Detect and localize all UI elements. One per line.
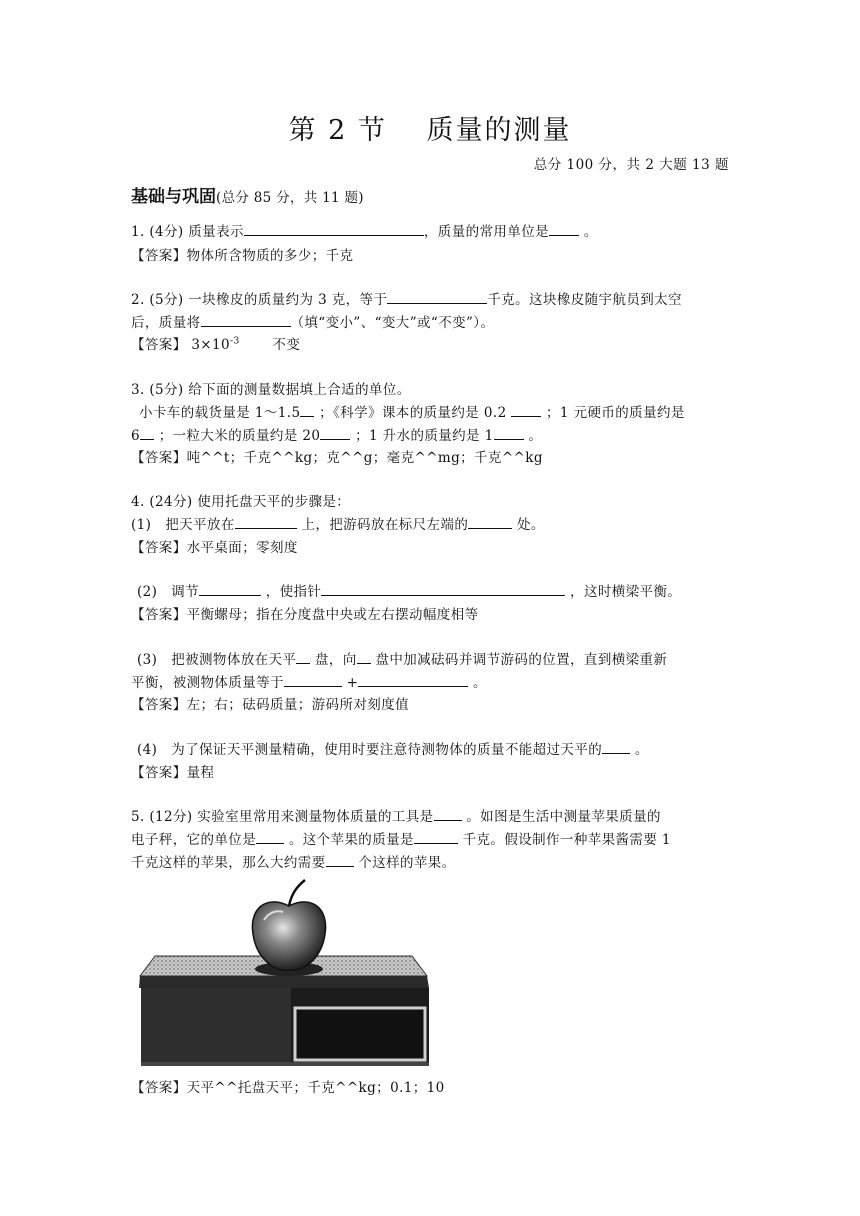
answer-text: 平衡螺母；指在分度盘中央或左右摆动幅度相等 — [186, 607, 479, 623]
question-2-line-1 — [131, 288, 682, 308]
blank — [300, 404, 314, 417]
blank — [602, 741, 630, 754]
answer-tag: 【答案】 — [131, 337, 187, 353]
q3-text-c2: ；一粒大米的质量约是 20 — [158, 428, 321, 444]
q5-text-a2: 。如图是生活中测量苹果质量的 — [466, 809, 661, 825]
q3-text-b3: ；1 元硬币的质量约是 — [545, 405, 685, 421]
answer-tag: 【答案】 — [131, 1080, 187, 1096]
q4-s3-text-c: 盘中加减砝码并调节游码的位置，直到横梁重新 — [375, 652, 668, 668]
q2-text-a: 2. (5分) 一块橡皮的质量约为 3 克，等于 — [131, 292, 388, 308]
blank — [387, 291, 487, 304]
answer-4-4 — [131, 761, 214, 781]
q2-text-b: 千克。这块橡皮随宇航员到太空 — [487, 292, 682, 308]
answer-4-2 — [131, 603, 479, 623]
q5-text-b2: 。这个苹果的质量是 — [288, 832, 414, 848]
blank — [244, 223, 424, 236]
answer-4-1 — [131, 536, 298, 556]
answer-5 — [131, 1076, 445, 1096]
answer-tag: 【答案】 — [131, 248, 187, 264]
q4-s1-text-a: (1) 把天平放在 — [131, 517, 235, 533]
answer-text: 水平桌面；零刻度 — [186, 540, 298, 556]
section-title: 基础与巩固 — [131, 187, 216, 207]
answer-text: 3×10 — [191, 337, 230, 353]
question-4-step-1 — [131, 513, 545, 533]
blank — [296, 651, 310, 664]
q4-s3-text-e: + — [346, 675, 359, 691]
blank — [414, 831, 458, 844]
question-5-line-2 — [131, 828, 671, 848]
q4-s1-text-c: 处。 — [516, 517, 545, 533]
q4-s4-text-b: 。 — [634, 742, 649, 758]
page-title: 第 2 节 质量的测量 — [288, 115, 572, 146]
blank — [357, 651, 371, 664]
answer-text: 左；右；砝码质量；游码所对刻度值 — [186, 697, 410, 713]
blank — [511, 404, 541, 417]
answer-tag: 【答案】 — [131, 765, 187, 781]
q2-text-d: （填“变小”、“变大”或“不变”）。 — [290, 315, 495, 331]
blank — [256, 831, 284, 844]
q4-s3-text-f: 。 — [473, 675, 487, 691]
question-2-line-2 — [131, 311, 494, 331]
q5-text-b1: 电子秤，它的单位是 — [131, 832, 257, 848]
blank — [549, 223, 579, 236]
answer-text: 吨^^t；千克^^kg；克^^g；毫克^^mg；千克^^kg — [186, 450, 543, 466]
question-4-heading — [131, 490, 350, 510]
q4-s3-text-a: (3) 把被测物体放在天平 — [137, 652, 297, 668]
answer-text: 量程 — [186, 765, 215, 781]
q3-text-b1: 小卡车的载货量是 1～1.5 — [139, 405, 301, 421]
answer-tag: 【答案】 — [131, 540, 187, 556]
question-4-step-4 — [137, 738, 649, 758]
question-3-line-1 — [131, 378, 411, 398]
apple-scale-figure — [137, 876, 433, 1068]
question-5-line-1 — [131, 805, 661, 825]
q4-s2-text-b: ，使指针 — [265, 584, 322, 600]
q3-text-c3: ；1 升水的质量约是 1 — [355, 428, 494, 444]
blank — [284, 674, 342, 687]
blank — [320, 427, 350, 440]
blank — [468, 516, 512, 529]
answer-tag: 【答案】 — [131, 607, 187, 623]
q3-text-b2: ；《科学》课本的质量约是 0.2 — [319, 405, 507, 421]
q4-s2-text-c: ，这时横梁平衡。 — [570, 584, 682, 600]
q3-text-a: 3. (5分) 给下面的测量数据填上合适的单位。 — [131, 382, 411, 398]
section-subtitle: (总分 85 分，共 11 题) — [216, 190, 364, 206]
question-3-line-3 — [131, 424, 542, 444]
q4-s2-text-a: (2) 调节 — [137, 584, 200, 600]
blank — [199, 583, 261, 596]
q4-s3-text-b: 盘，向 — [315, 652, 357, 668]
q1-text-b: ，质量的常用单位是 — [423, 224, 549, 240]
q3-text-c1: 6 — [131, 428, 140, 444]
question-3-line-2 — [139, 401, 685, 421]
blank — [326, 854, 354, 867]
answer-text: 天平^^托盘天平；千克^^kg；0.1；10 — [186, 1080, 445, 1096]
question-1 — [131, 220, 598, 240]
answer-exponent: -3 — [230, 336, 240, 347]
q5-text-a1: 5. (12分) 实验室里常用来测量物体质量的工具是 — [131, 809, 434, 825]
answer-3 — [131, 446, 543, 466]
answer-tag: 【答案】 — [131, 697, 187, 713]
q1-text-a: 1. (4分) 质量表示 — [131, 224, 244, 240]
section-heading — [131, 182, 364, 207]
blank — [201, 314, 291, 327]
blank — [494, 427, 524, 440]
question-5-line-3 — [131, 851, 456, 871]
answer-text: 物体所含物质的多少；千克 — [186, 248, 354, 264]
q5-text-c2: 个这样的苹果。 — [358, 855, 456, 871]
answer-text-2: 不变 — [272, 337, 301, 353]
question-4-step-3-line-1 — [137, 648, 667, 668]
question-4-step-3-line-2 — [131, 671, 487, 691]
q4-s3-text-d: 平衡，被测物体质量等于 — [131, 675, 284, 691]
q5-text-b3: 千克。假设制作一种苹果酱需要 1 — [462, 832, 671, 848]
blank — [434, 808, 462, 821]
question-4-step-2 — [137, 580, 681, 600]
q5-text-c1: 千克这样的苹果，那么大约需要 — [131, 855, 326, 871]
answer-4-3 — [131, 693, 409, 713]
score-summary: 总分 100 分，共 2 大题 13 题 — [533, 157, 729, 173]
answer-1 — [131, 244, 353, 264]
q4-s4-text-a: (4) 为了保证天平测量精确，使用时要注意待测物体的质量不能超过天平的 — [137, 742, 603, 758]
answer-tag: 【答案】 — [131, 450, 187, 466]
blank — [358, 674, 468, 687]
q3-text-c4: 。 — [528, 428, 543, 444]
blank — [140, 427, 154, 440]
blank — [235, 516, 297, 529]
q4-s1-text-b: 上，把游码放在标尺左端的 — [301, 517, 469, 533]
q2-text-c: 后，质量将 — [131, 315, 201, 331]
q4-text-a: 4. (24分) 使用托盘天平的步骤是： — [131, 494, 351, 510]
blank — [321, 583, 565, 596]
answer-2 — [131, 333, 300, 353]
q1-text-c: 。 — [583, 224, 598, 240]
